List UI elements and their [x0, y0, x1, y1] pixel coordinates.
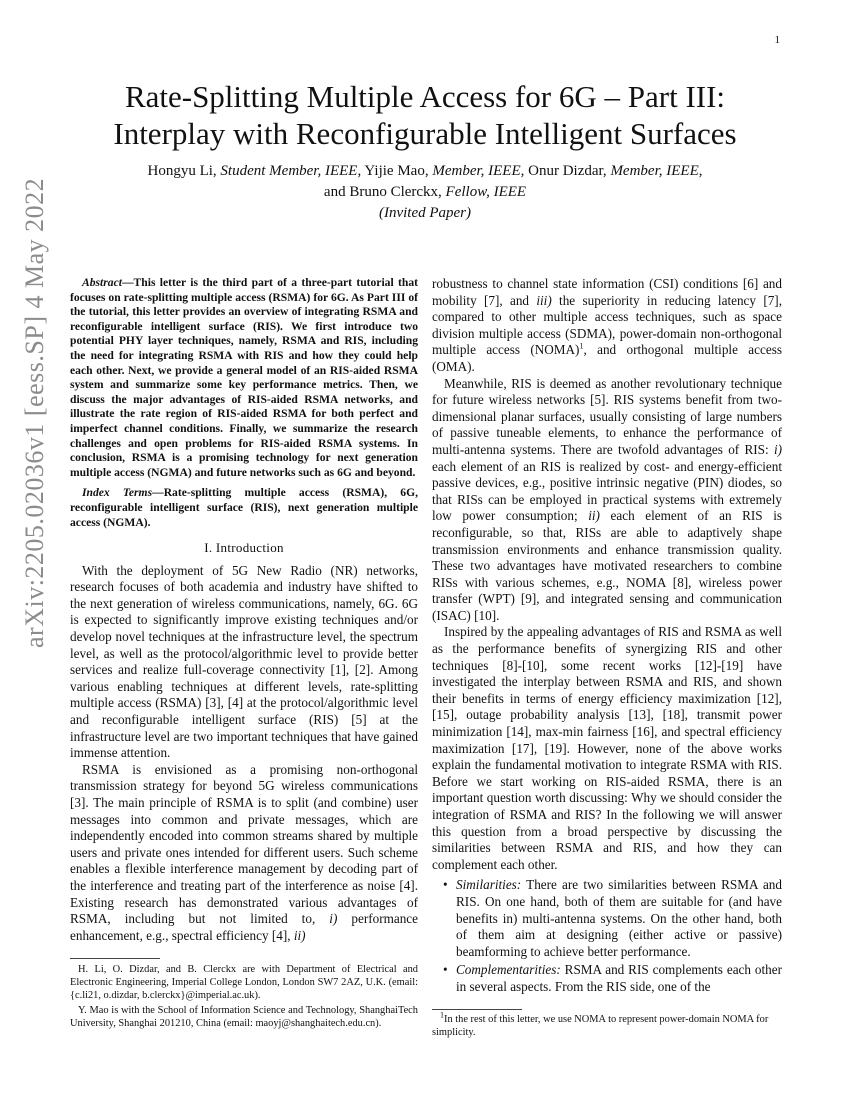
arxiv-stamp: arXiv:2205.02036v1 [eess.SP] 4 May 2022: [20, 177, 49, 648]
author-role: Member, IEEE: [432, 163, 521, 179]
affiliation-footnotes: [70, 963, 418, 1032]
author-name: and Bruno Clerckx,: [323, 184, 446, 200]
list-item: • Complementarities: RSMA and RIS complements each other in several aspects. From the RIS side, one of the: [456, 962, 782, 995]
author-line-2: [60, 182, 790, 203]
index-terms-label: Index Terms: [82, 486, 153, 500]
footnote: Y. Mao is with the School of Information Science and Technology, ShanghaiTech University, Shanghai 201210, China (email: maoyj@shanghaitech.edu.cn).: [70, 1005, 418, 1029]
paragraph: Inspired by the appealing advantages of RIS and RSMA as well as the performance benefits of synergizing RIS and other techniques [8]-[10], some recent works [12]-[19] have investigated the interplay between RSMA and RIS, and shown their benefits in terms of energy efficiency maximization [12], [15], outage probability analysis [13], [18], transmit power minimization [14], max-min fairness [16], and spectral efficiency maximization [17], [19]. However, none of the above works explain the fundamental motivation to integrate RSMA with RIS. Before we start working on RIS-aided RSMA, there is an important question worth discussing: Why we should consider the integration of RSMA and RIS? In the following we will answer this question from a broad perspective by discussing the similarities between RSMA and RIS, and how they can complement each other.: [432, 624, 782, 872]
footnote: H. Li, O. Dizdar, and B. Clerckx are with Department of Electrical and Electronic Engineering, Imperial College London, London SW7 2AZ, U.K. (email: {c.li21, o.dizdar, b.clerckx}@imperial.ac.uk).: [70, 964, 418, 1001]
title-line-2: Interplay with Reconfigurable Intelligent Surfaces: [113, 116, 737, 151]
footnote-rule: [70, 958, 160, 959]
invited-note: (Invited Paper): [378, 205, 472, 221]
paragraph: With the deployment of 5G New Radio (NR) networks, research focuses of both academia and industry have shifted to the next generation of wireless communications, namely, 6G. 6G is expected to significantly improve existing techniques and/or develop novel techniques at the infrastructure level, the spectrum level, as well as the protocol/algorithmic level to provide better services and realize full-coverage connectivity [1], [2]. Among various enabling techniques at different levels, rate-splitting multiple access (RSMA) [3], [4] at the protocol/algorithmic level and reconfigurable intelligent surface (RIS) [5] at the infrastructure level are two important techniques that have gained immense attention.: [70, 562, 418, 761]
footnote-mark: 1: [440, 1010, 444, 1020]
page-number: 1: [774, 34, 780, 46]
author-name: , Yijie Mao,: [357, 163, 433, 179]
author-name: Hongyu Li,: [147, 163, 221, 179]
title-line-1: Rate-Splitting Multiple Access for 6G – Part III:: [124, 79, 726, 114]
index-terms-text: —Rate-splitting multiple access (RSMA), 6G, reconfigurable intelligent surface (RIS), next generation multiple access (NGMA).: [70, 486, 418, 529]
section-heading: I. Introduction: [204, 540, 284, 556]
author-role: Fellow, IEEE: [445, 184, 527, 200]
abstract-label: Abstract: [82, 276, 122, 289]
footnote-text: In the rest of this letter, we use NOMA to represent power-domain NOMA for simplicity.: [432, 1014, 769, 1038]
list-item: • Similarities: There are two similarities between RSMA and RIS. On one hand, both of them are suitable for (and have benefits in) multi-antenna systems. On the other hand, both of them aim at designing (either active or passive) beamforming to achieve better performance.: [456, 877, 782, 960]
paragraph: RSMA is envisioned as a promising non-orthogonal transmission strategy for beyond 5G wireless communications [3]. The main principle of RSMA is to split (and combine) user messages into common and private messages, which are independently encoded into common streams shared by multiple users and private ones intended for different users. Such scheme enables a flexible interference management by decoding part of the interference and treating part of the interference as noise [4]. Existing research has demonstrated various advantages of RSMA, including but not limited to, i) performance enhancement, e.g., spectral efficiency [4], ii): [70, 761, 418, 943]
author-line-1: [60, 161, 790, 182]
author-role: Member, IEEE: [610, 163, 699, 179]
page-footnote: [432, 1010, 782, 1039]
paragraph: robustness to channel state information (CSI) conditions [6] and mobility [7], and iii) the superiority in reducing latency [7], compared to other multiple access techniques, such as space division multiple access (SDMA), power-domain non-orthogonal multiple access (NOMA)$^1$, and orthogonal multiple access (OMA).: [432, 276, 782, 374]
author-separator: ,: [698, 163, 703, 179]
abstract: [70, 276, 418, 480]
paper-title: [60, 78, 790, 152]
footnote-mark: 1: [579, 341, 584, 351]
author-block: [60, 161, 790, 224]
author-name: , Onur Dizdar,: [520, 163, 611, 179]
bullet-list: [432, 877, 782, 995]
paragraph: Meanwhile, RIS is deemed as another revolutionary technique for future wireless networks [5]. RIS systems benefit from two-dimensional planar surfaces, usually consisting of large numbers of passive tuneable elements, to enhance the performance of multi-antenna systems. There are twofold advantages of RIS: i) each element of an RIS is realized by cost- and energy-efficient passive devices, e.g., positive intrinsic negative (PIN) diodes, so that RISs can be employed in practical systems with extremely low power consumption; ii) each element of an RIS is reconfigurable, so that, RISs are able to adaptively shape transmission environments and enhance transmission quality. These two advantages have motivated researchers to combine RISs with various schemes, e.g., NOMA [8], wireless power transfer (WPT) [9], and integrated sensing and communication (ISAC) [10].: [432, 375, 782, 623]
bullet-label: Complementarities:: [456, 962, 561, 978]
right-column: [432, 276, 782, 998]
bullet-label: Similarities:: [456, 877, 522, 893]
author-role: Student Member, IEEE: [220, 163, 358, 179]
index-terms: [70, 486, 418, 530]
left-column: [70, 276, 418, 944]
footnote-rule: [432, 1009, 522, 1010]
abstract-text: —This letter is the third part of a three-part tutorial that focuses on rate-splitting multiple access (RSMA) for 6G. As Part III of the tutorial, this letter provides an overview of integrating RSMA and reconfigurable intelligent surface (RIS). We first introduce two potential PHY layer techniques, namely, RSMA and RIS, including the need for integrating RSMA with RIS and how they could help each other. Next, we provide a general model of an RIS-aided RSMA system and summarize some key performance metrics. Then, we discuss the major advantages of RIS-aided RSMA networks, and illustrate the rate region of RIS-aided RSMA for both perfect and imperfect channel conditions. Finally, we summarize the research challenges and open problems for RIS-aided RSMA systems. In conclusion, RSMA is a promising technology for next generation multiple access (NGMA) and future networks such as 6G and beyond.: [70, 276, 418, 479]
